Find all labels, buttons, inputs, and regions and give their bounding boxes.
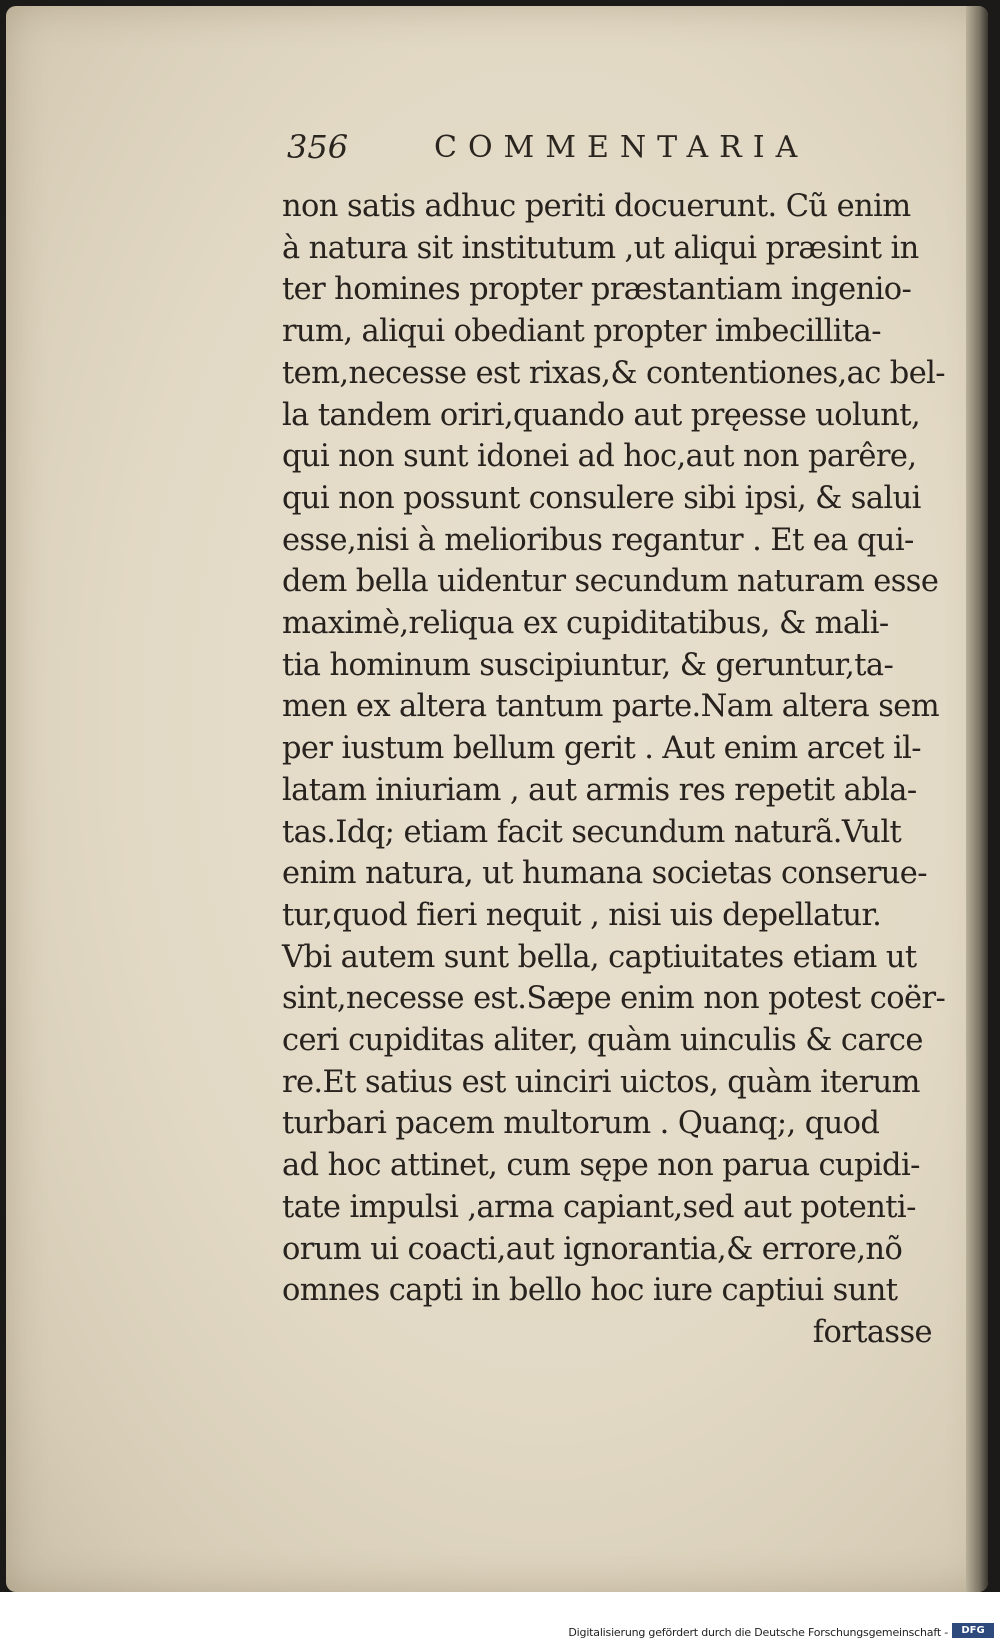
text-line: tia hominum suscipiuntur, & geruntur,ta- [282, 647, 894, 683]
text-line: ceri cupiditas aliter, quàm uinculis & carce [282, 1023, 923, 1059]
dfg-logo: DFG [952, 1623, 994, 1638]
text-line: à natura sit institutum ,ut aliqui præsint in [282, 230, 919, 266]
text-line: men ex altera tantum parte.Nam altera sem [282, 689, 940, 725]
funding-credit: Digitalisierung gefördert durch die Deutsche Forschungsgemeinschaft - [568, 1626, 948, 1639]
body-text [282, 186, 952, 1354]
text-line: dem bella uidentur secundum naturam esse [282, 564, 939, 600]
catchword: fortasse [812, 1314, 932, 1350]
text-line: re.Et satius est uinciri uictos, quàm iterum [282, 1064, 920, 1100]
text-line: tem,necesse est rixas,& contentiones,ac bel- [282, 355, 946, 391]
digitization-footer [0, 1592, 1000, 1644]
text-line: qui non sunt idonei ad hoc,aut non parêre, [282, 439, 917, 475]
page-number: 356 [287, 128, 349, 166]
text-line: non satis adhuc periti docuerunt. Cũ enim [282, 189, 911, 224]
text-line: esse,nisi à melioribus regantur . Et ea qui- [282, 522, 914, 558]
page-header [287, 128, 867, 172]
text-line: la tandem oriri,quando aut pręesse uolunt, [282, 397, 921, 433]
text-line: qui non possunt consulere sibi ipsi, & salui [282, 480, 921, 516]
text-line: tur,quod fieri nequit , nisi uis depellatur. [282, 897, 882, 933]
text-line: turbari pacem multorum . Quanq;, quod [282, 1106, 880, 1142]
text-line: tas.Idq; etiam facit secundum naturã.Vult [282, 814, 902, 850]
text-line: ter homines propter præstantiam ingenio- [282, 272, 912, 308]
text-line: omnes capti in bello hoc iure captiui sunt [282, 1273, 898, 1309]
running-head: COMMENTARIA [434, 130, 809, 165]
text-line: Vbi autem sunt bella, captiuitates etiam ut [282, 939, 917, 975]
text-line: tate impulsi ,arma capiant,sed aut potenti- [282, 1189, 916, 1225]
text-line: enim natura, ut humana societas conserue- [282, 856, 927, 892]
text-line: per iustum bellum gerit . Aut enim arcet il- [282, 731, 921, 767]
text-line: maximè,reliqua ex cupiditatibus, & mali- [282, 606, 889, 642]
text-line: orum ui coacti,aut ignorantia,& errore,nõ [282, 1231, 903, 1267]
text-line: sint,necesse est.Sæpe enim non potest coër- [282, 981, 946, 1017]
text-line: ad hoc attinet, cum sępe non parua cupidi- [282, 1148, 920, 1184]
text-line: latam iniuriam , aut armis res repetit abla- [282, 772, 917, 808]
text-line: rum, aliqui obediant propter imbecillita- [282, 314, 881, 350]
page-gutter-shadow [966, 6, 988, 1592]
